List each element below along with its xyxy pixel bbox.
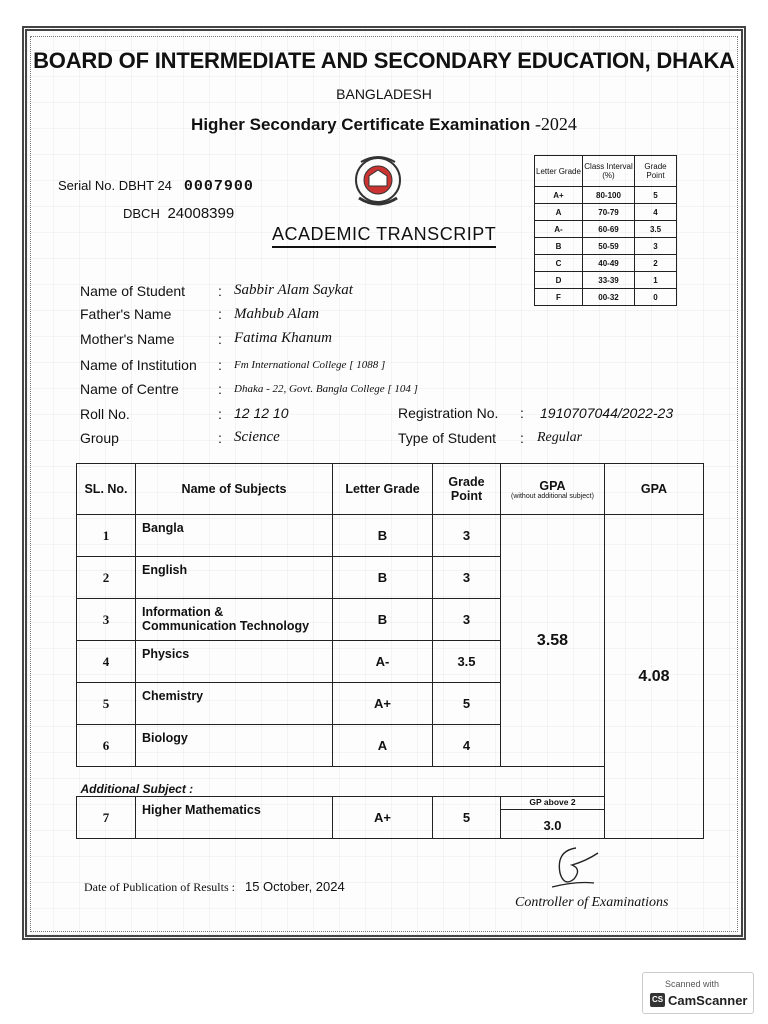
exam-name: Higher Secondary Certificate Examination xyxy=(191,115,531,134)
gpa-value: 4.08 xyxy=(605,515,704,839)
colon: : xyxy=(218,306,222,322)
gp-above-value: 3.0 xyxy=(543,818,562,833)
grade-cell: D xyxy=(535,272,583,289)
sl-cell: 1 xyxy=(77,515,136,557)
grade-cell: A- xyxy=(333,641,433,683)
scanned-with-label: Scanned with xyxy=(665,979,720,989)
gpa-header: GPA xyxy=(605,464,704,515)
point-cell: 2 xyxy=(635,255,677,272)
grade-scale-header-row xyxy=(535,156,677,187)
group-value: Science xyxy=(234,429,280,445)
father-name-label: Father's Name xyxy=(80,306,172,322)
gpa-without-note: (without additional subject) xyxy=(511,492,594,500)
document-title: ACADEMIC TRANSCRIPT xyxy=(272,224,496,248)
colon: : xyxy=(520,405,524,421)
point-cell: 3.5 xyxy=(635,221,677,238)
additional-label-cell xyxy=(77,767,605,797)
grade-cell: B xyxy=(333,557,433,599)
table-row xyxy=(77,515,704,557)
exam-title xyxy=(0,114,768,135)
gp-above-label: GP above 2 xyxy=(501,797,604,810)
publication-label: Date of Publication of Results : xyxy=(84,880,235,894)
colon: : xyxy=(218,331,222,347)
colon: : xyxy=(520,430,524,446)
grade-scale-row xyxy=(535,238,677,255)
interval-cell: 80-100 xyxy=(583,187,635,204)
point-cell: 5 xyxy=(635,187,677,204)
grade-cell: A xyxy=(333,725,433,767)
student-name: Sabbir Alam Saykat xyxy=(234,282,353,298)
exam-year: -2024 xyxy=(534,114,577,134)
sl-cell: 2 xyxy=(77,557,136,599)
roll-label: Roll No. xyxy=(80,406,130,422)
gpa-without-additional: 3.58 xyxy=(501,515,605,767)
point-cell: 3 xyxy=(433,599,501,641)
interval-cell: 70-79 xyxy=(583,204,635,221)
colon: : xyxy=(218,406,222,422)
interval-cell: 33-39 xyxy=(583,272,635,289)
point-cell: 0 xyxy=(635,289,677,306)
student-type-label: Type of Student xyxy=(398,430,497,446)
sl-cell: 7 xyxy=(77,797,136,839)
subject-cell: Physics xyxy=(136,641,333,683)
subject-cell: Chemistry xyxy=(136,683,333,725)
grade-scale-row xyxy=(535,221,677,238)
subject-cell: Bangla xyxy=(136,515,333,557)
grade-cell: C xyxy=(535,255,583,272)
dbch-label: DBCH xyxy=(123,206,160,221)
point-cell: 3 xyxy=(433,515,501,557)
grade-cell: B xyxy=(535,238,583,255)
camscanner-logo-icon: CS xyxy=(650,993,665,1007)
subject-cell xyxy=(136,599,333,641)
interval-cell: 00-32 xyxy=(583,289,635,306)
additional-subject-label: Additional Subject : xyxy=(80,782,194,796)
interval-cell: 50-59 xyxy=(583,238,635,255)
grade-cell: A+ xyxy=(535,187,583,204)
student-type: Regular xyxy=(537,430,583,445)
point-cell: 4 xyxy=(433,725,501,767)
group-label: Group xyxy=(80,430,119,446)
sl-header: SL. No. xyxy=(77,464,136,515)
interval-cell: 40-49 xyxy=(583,255,635,272)
serial-value: 0007900 xyxy=(183,178,254,195)
grade-scale-row xyxy=(535,289,677,306)
institution-name: Fm International College [ 1088 ] xyxy=(234,359,386,371)
grade-cell: B xyxy=(333,599,433,641)
grade-scale-row xyxy=(535,255,677,272)
father-name: Mahbub Alam xyxy=(234,306,320,322)
point-cell: 3 xyxy=(433,557,501,599)
point-cell: 5 xyxy=(433,797,501,839)
subject-cell: Higher Mathematics xyxy=(136,797,333,839)
colon: : xyxy=(218,357,222,373)
sl-cell: 3 xyxy=(77,599,136,641)
results-table xyxy=(76,463,704,839)
institution-label: Name of Institution xyxy=(80,357,197,373)
interval-cell: 60-69 xyxy=(583,221,635,238)
letter-grade-header: Letter Grade xyxy=(333,464,433,515)
point-cell: 1 xyxy=(635,272,677,289)
gpa-without-header xyxy=(501,464,605,515)
roll-number: 12 12 10 xyxy=(234,405,289,421)
serial-number xyxy=(58,178,254,195)
subject-cell: English xyxy=(136,557,333,599)
registration-number: 1910707044/2022-23 xyxy=(540,405,674,421)
controller-of-examinations: Controller of Examinations xyxy=(515,895,669,910)
grade-scale-row xyxy=(535,272,677,289)
grade-cell: A xyxy=(535,204,583,221)
subject-line-1: Information & xyxy=(142,605,224,619)
subject-header: Name of Subjects xyxy=(136,464,333,515)
gpa-without-title: GPA xyxy=(539,478,566,493)
subject-line-2: Communication Technology xyxy=(142,619,310,633)
centre-name: Dhaka - 22, Govt. Bangla College [ 104 ] xyxy=(234,383,418,395)
sl-cell: 5 xyxy=(77,683,136,725)
colon: : xyxy=(218,430,222,446)
controller-signature xyxy=(546,843,606,893)
publication-date-value: 15 October, 2024 xyxy=(244,879,345,894)
grade-scale-row xyxy=(535,204,677,221)
results-header-row xyxy=(77,464,704,515)
colon: : xyxy=(218,283,222,299)
grade-cell: A- xyxy=(535,221,583,238)
mother-name: Fatima Khanum xyxy=(234,330,332,346)
grade-point-header: Grade Point xyxy=(433,464,501,515)
dbch-value: 24008399 xyxy=(167,205,235,222)
camscanner-name: CamScanner xyxy=(668,993,748,1008)
subject-cell: Biology xyxy=(136,725,333,767)
grade-cell: F xyxy=(535,289,583,306)
student-name-label: Name of Student xyxy=(80,283,186,299)
mother-name-label: Mother's Name xyxy=(80,331,175,347)
point-cell: 4 xyxy=(635,204,677,221)
camscanner-watermark xyxy=(642,972,754,1014)
registration-label: Registration No. xyxy=(398,405,499,421)
grade-cell: A+ xyxy=(333,683,433,725)
gp-above-cell xyxy=(501,797,605,839)
grade-scale-row xyxy=(535,187,677,204)
country-name: BANGLADESH xyxy=(336,86,432,102)
grade-cell: A+ xyxy=(333,797,433,839)
grade-scale-header: Grade Point xyxy=(635,156,677,187)
point-cell: 3.5 xyxy=(433,641,501,683)
board-seal-logo xyxy=(347,152,409,212)
dbch-number xyxy=(123,205,234,222)
colon: : xyxy=(218,381,222,397)
point-cell: 5 xyxy=(433,683,501,725)
grade-scale-header: Class Interval (%) xyxy=(583,156,635,187)
grade-scale-header: Letter Grade xyxy=(535,156,583,187)
serial-label: Serial No. DBHT 24 xyxy=(58,178,172,193)
sl-cell: 4 xyxy=(77,641,136,683)
centre-label: Name of Centre xyxy=(80,381,179,397)
grade-cell: B xyxy=(333,515,433,557)
point-cell: 3 xyxy=(635,238,677,255)
grade-scale-table xyxy=(534,155,677,306)
publication-date xyxy=(84,879,345,895)
board-title: BOARD OF INTERMEDIATE AND SECONDARY EDUCATION, DHAKA xyxy=(33,48,735,73)
sl-cell: 6 xyxy=(77,725,136,767)
